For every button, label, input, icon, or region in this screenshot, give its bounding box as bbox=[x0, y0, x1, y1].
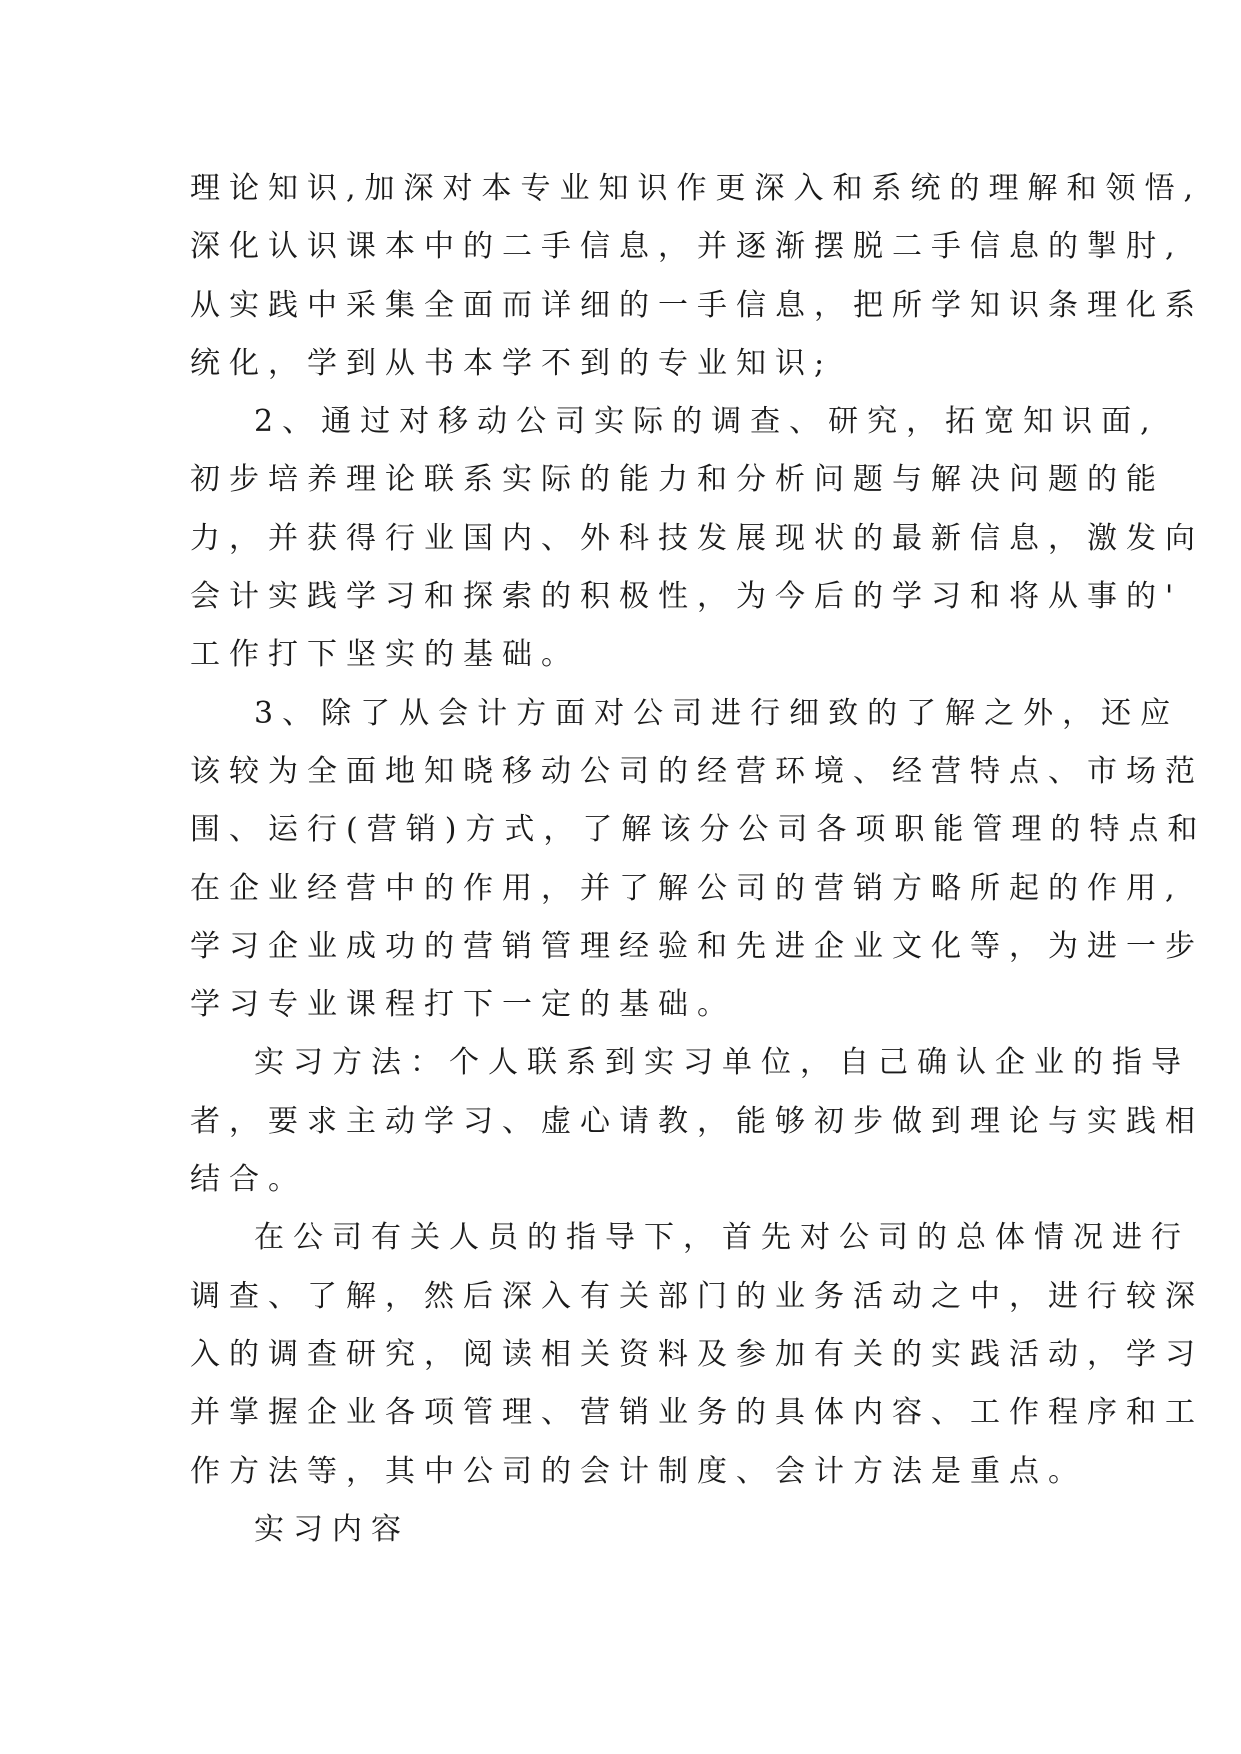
text-line: 入的调查研究，阅读相关资料及参加有关的实践活动，学习 bbox=[190, 1336, 1204, 1372]
text-line: 力，并获得行业国内、外科技发展现状的最新信息，激发向 bbox=[190, 520, 1204, 556]
text-line: 工作打下坚实的基础。 bbox=[190, 637, 580, 673]
text-line: 学习企业成功的营销管理经验和先进企业文化等，为进一步 bbox=[190, 928, 1204, 964]
text-line: 该较为全面地知晓移动公司的经营环境、经营特点、市场范 bbox=[190, 753, 1204, 789]
text-line: 学习专业课程打下一定的基础。 bbox=[190, 987, 736, 1023]
text-line: 在企业经营中的作用，并了解公司的营销方略所起的作用, bbox=[190, 870, 1184, 906]
text-line: 在公司有关人员的指导下，首先对公司的总体情况进行 bbox=[254, 1220, 1190, 1256]
text-line: 实习内容 bbox=[254, 1511, 410, 1547]
text-line: 统化，学到从书本学不到的专业知识; bbox=[190, 345, 834, 381]
text-line: 初步培养理论联系实际的能力和分析问题与解决问题的能 bbox=[190, 462, 1165, 498]
text-line: 会计实践学习和探索的积极性，为今后的学习和将从事的' bbox=[190, 579, 1183, 615]
text-line: 2、通过对移动公司实际的调查、研究，拓宽知识面, bbox=[254, 404, 1159, 440]
text-line: 围、运行(营销)方式，了解该分公司各项职能管理的特点和 bbox=[190, 812, 1207, 848]
text-line: 理论知识,加深对本专业知识作更深入和系统的理解和领悟, bbox=[190, 171, 1203, 206]
text-line: 结合。 bbox=[190, 1162, 307, 1198]
text-line: 实习方法：个人联系到实习单位，自己确认企业的指导 bbox=[254, 1045, 1190, 1081]
document-body bbox=[190, 160, 1207, 1559]
text-line: 3、除了从会计方面对公司进行细致的了解之外，还应 bbox=[254, 695, 1180, 731]
text-line: 并掌握企业各项管理、营销业务的具体内容、工作程序和工 bbox=[190, 1395, 1204, 1431]
text-line: 作方法等，其中公司的会计制度、会计方法是重点。 bbox=[190, 1453, 1087, 1489]
text-line: 从实践中采集全面而详细的一手信息，把所学知识条理化系 bbox=[190, 287, 1204, 323]
text-line: 者，要求主动学习、虚心请教，能够初步做到理论与实践相 bbox=[190, 1103, 1204, 1139]
text-line: 深化认识课本中的二手信息，并逐渐摆脱二手信息的掣肘, bbox=[190, 229, 1184, 265]
text-line: 调查、了解，然后深入有关部门的业务活动之中，进行较深 bbox=[190, 1278, 1204, 1314]
